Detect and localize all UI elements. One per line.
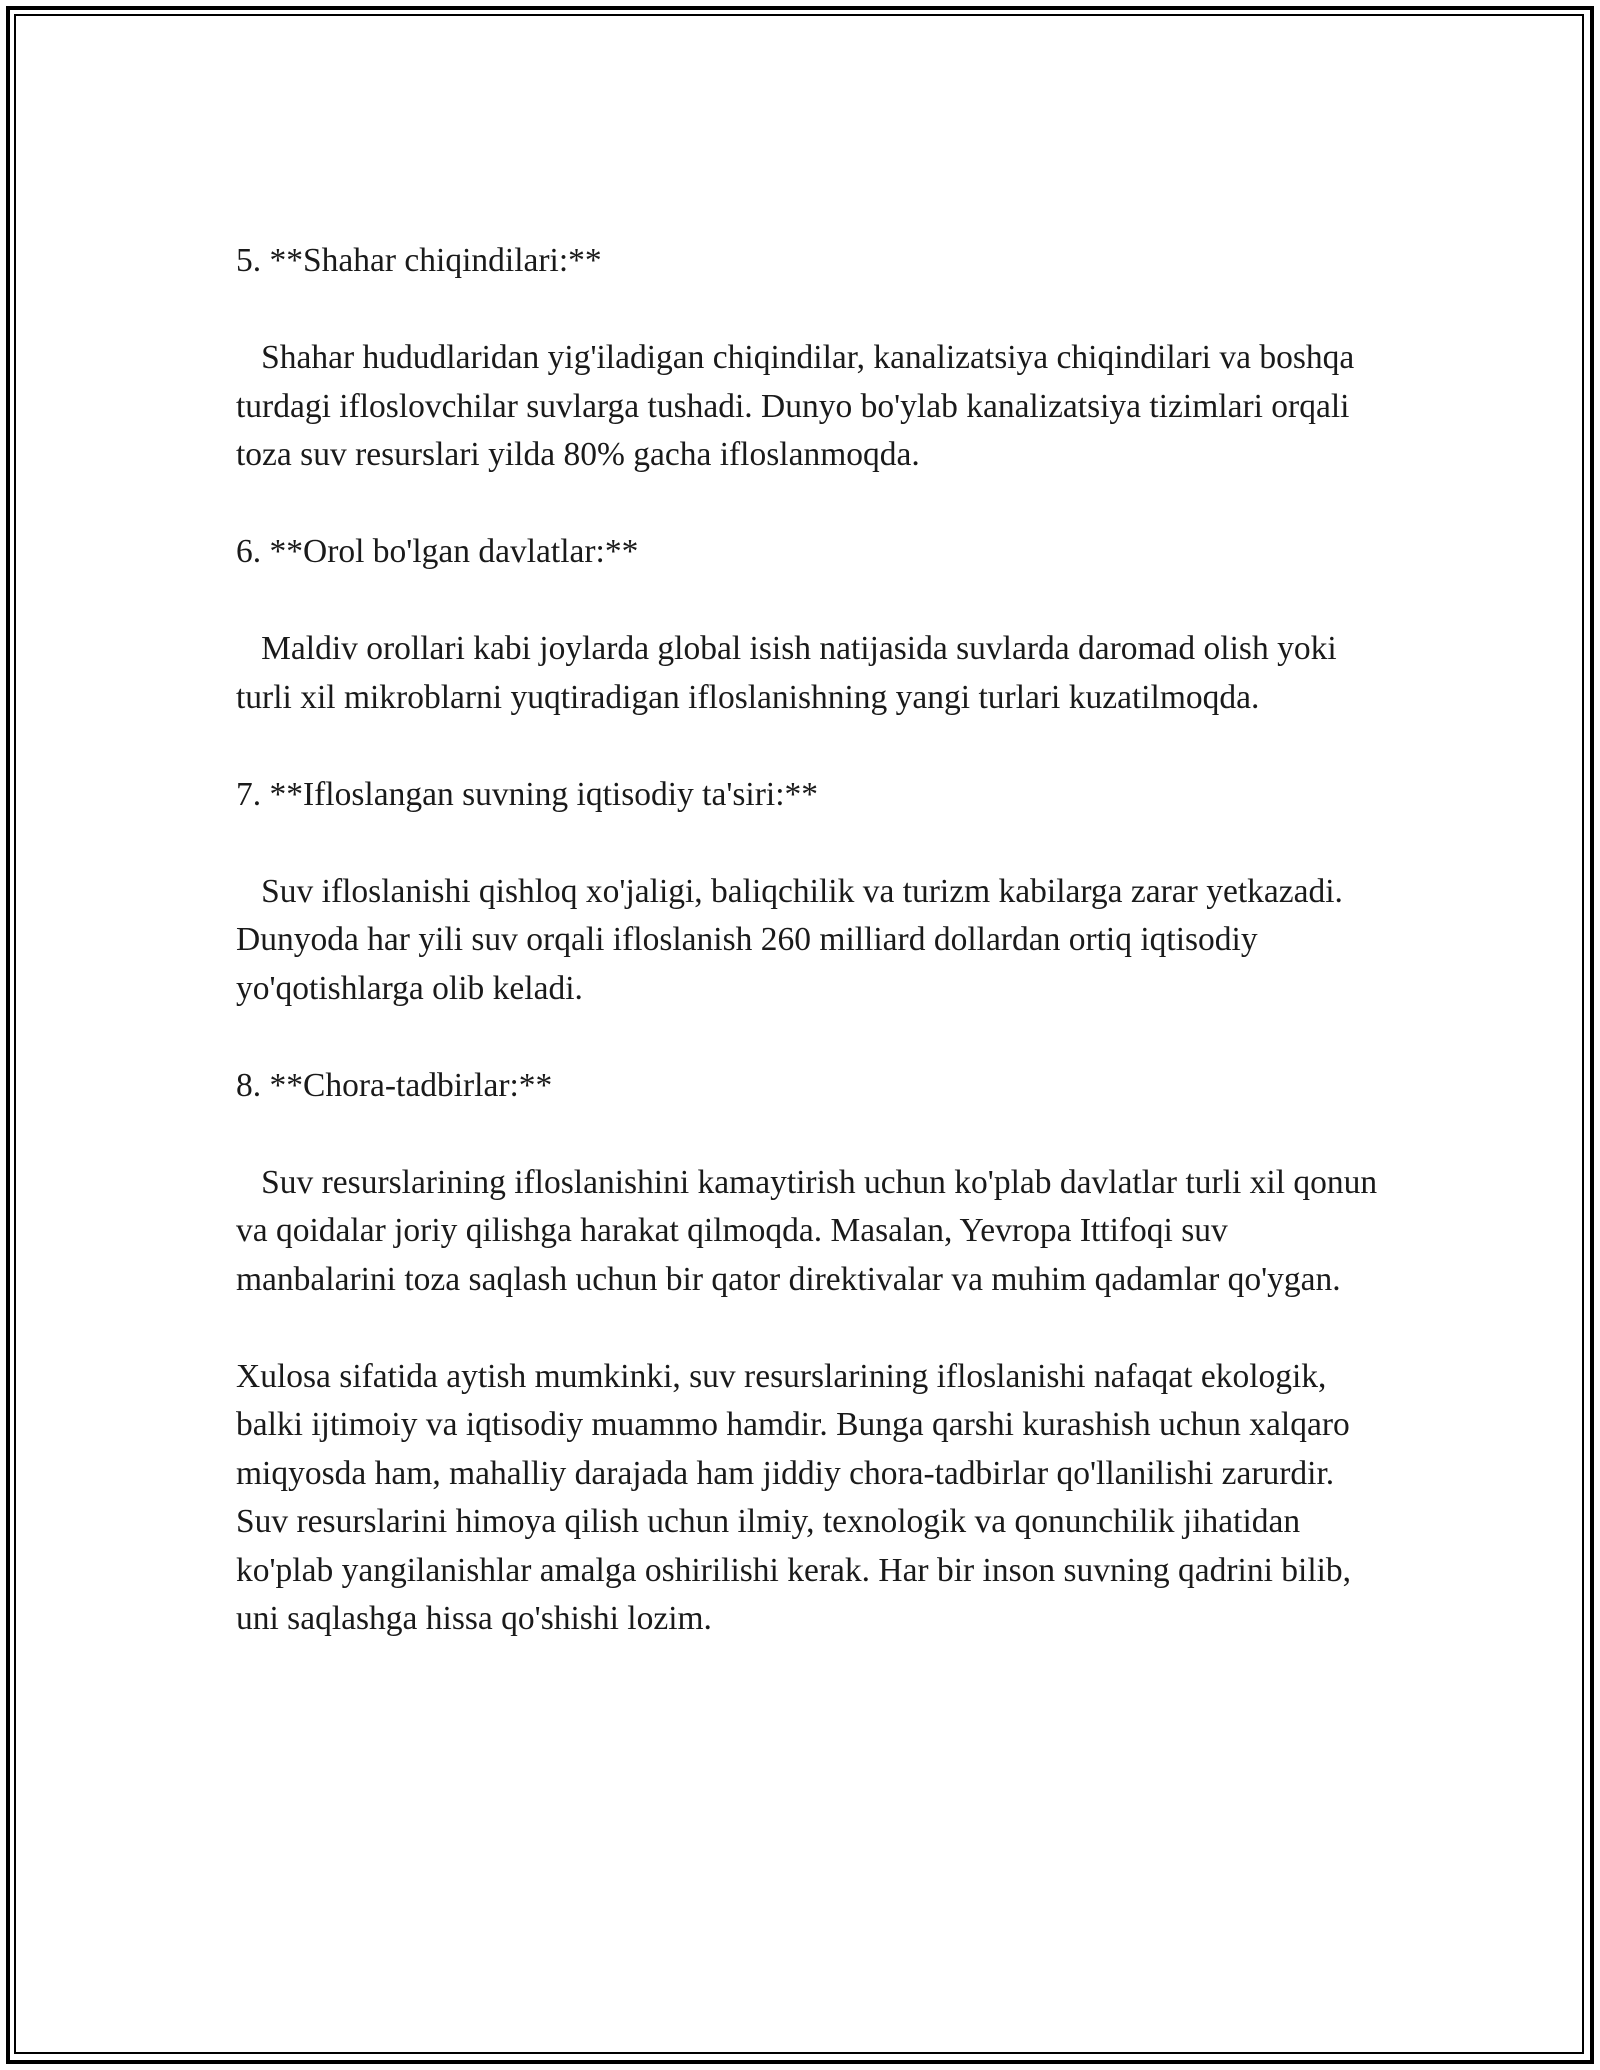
section-heading: 5. **Shahar chiqindilari:** xyxy=(236,242,602,279)
section-heading: 8. **Chora-tadbirlar:** xyxy=(236,1066,553,1104)
paragraph-gap xyxy=(236,722,1386,771)
section-heading: 6. **Orol bo'lgan davlatlar:** xyxy=(236,533,639,570)
section-paragraph: Suv ifloslanishi qishloq xo'jaligi, baliqchilik va turizm kabilarga zarar yetkazadi. Dunyoda har yili suv orqali ifloslanish 260 milliard dollardan ortiq iqtisodiy yo'qotishlarga olib keladi. xyxy=(236,872,1352,1007)
paragraph-gap xyxy=(236,1110,1386,1159)
paragraph-gap xyxy=(236,480,1386,529)
document-body xyxy=(236,237,1386,1644)
paragraph-gap xyxy=(236,286,1386,335)
paragraph-gap xyxy=(236,1304,1386,1353)
paragraph-gap xyxy=(236,1013,1386,1062)
section-paragraph: Maldiv orollari kabi joylarda global isish natijasida suvlarda daromad olish yoki turli xil mikroblarni yuqtiradigan ifloslanishning yangi turlari kuzatilmoqda. xyxy=(236,630,1346,716)
section-paragraph: Shahar hududlaridan yig'iladigan chiqindilar, kanalizatsiya chiqindilari va boshqa turdagi ifloslovchilar suvlarga tushadi. Dunyo bo'ylab kanalizatsiya tizimlari orqali toza suv resurslari yilda 80% gacha ifloslanmoqda. xyxy=(236,339,1363,473)
conclusion-paragraph: Xulosa sifatida aytish mumkinki, suv resurslarining ifloslanishi nafaqat ekologik, balki ijtimoiy va iqtisodiy muammo hamdir. Bunga qarshi kurashish uchun xalqaro miqyosda ham, mahalliy darajada ham jiddiy chora-tadbirlar qo'llanilishi zarurdir. Suv resurslarini himoya qilish uchun ilmiy, texnologik va qonunchilik jihatidan ko'plab yangilanishlar amalga oshirilishi kerak. Har bir inson suvning qadrini bilib, uni saqlashga hissa qo'shishi lozim. xyxy=(236,1357,1360,1637)
paragraph-gap xyxy=(236,577,1386,626)
section-paragraph: Suv resurslarining ifloslanishini kamaytirish uchun ko'plab davlatlar turli xil qonun va qoidalar joriy qilishga harakat qilmoqda. Masalan, Yevropa Ittifoqi suv manbalarini toza saqlash uchun bir qator direktivalar va muhim qadamlar qo'ygan. xyxy=(236,1163,1386,1298)
paragraph-gap xyxy=(236,819,1386,868)
section-heading: 7. **Ifloslangan suvning iqtisodiy ta'siri:** xyxy=(236,775,819,813)
